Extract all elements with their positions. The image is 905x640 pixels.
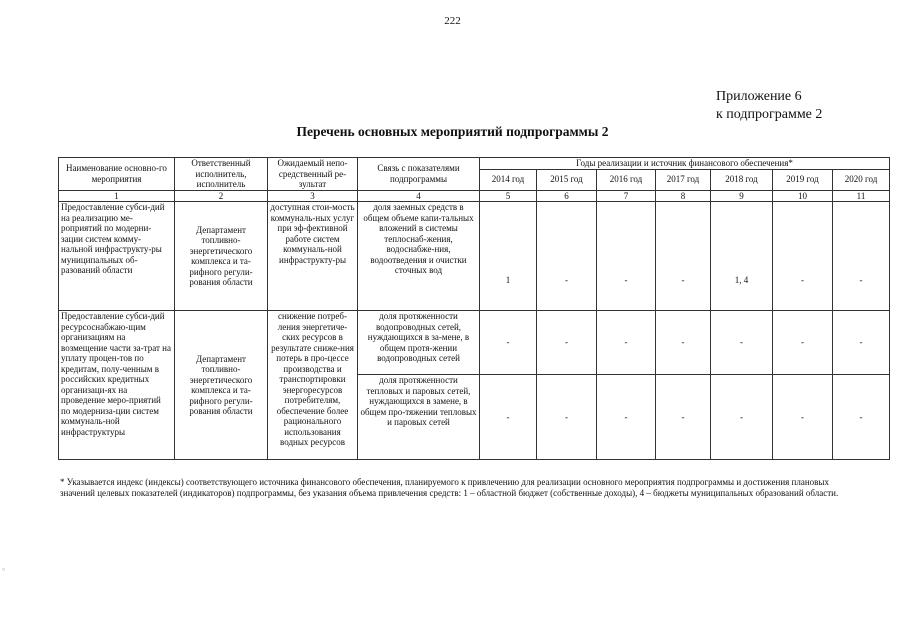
- year-value: -: [597, 202, 656, 311]
- annex-line-2: к подпрограмме 2: [716, 107, 823, 122]
- measure-name: Предоставление субси-дий на реализацию ме-роприятий по модерни-зации систем комму-нальной инфраструкту-ры муниципальных об-разований области: [59, 202, 175, 311]
- measures-table: [58, 157, 890, 460]
- year-value: -: [773, 375, 833, 460]
- measure-indicator-link: доля протяженности тепловых и паровых сетей, нуждающихся в замене, в общем про-тяжении тепловых и паровых сетей: [358, 375, 480, 460]
- year-value: -: [773, 202, 833, 311]
- year-value: -: [480, 375, 537, 460]
- year-value: -: [833, 375, 890, 460]
- measure-result: доступная стои-мость коммуналь-ных услуг при эф-фективной работе систем коммуналь-ной инфраструкту-ры: [268, 202, 358, 311]
- header-year: 2019 год: [773, 169, 833, 190]
- column-number: 10: [773, 190, 833, 202]
- scan-mark: ▫: [2, 565, 5, 574]
- annex-label: [716, 88, 822, 124]
- header-year: 2020 год: [833, 169, 890, 190]
- year-value: -: [537, 311, 597, 375]
- year-value: -: [833, 311, 890, 375]
- header-name: Наименование основно-го мероприятия: [59, 158, 175, 191]
- column-number: 7: [597, 190, 656, 202]
- header-years-group: Годы реализации и источник финансового обеспечения*: [480, 158, 890, 170]
- measure-indicator-link: доля заемных средств в общем объеме капи-тальных вложений в системы теплоснаб-жения, водоснабже-ния, водоотведения и очистки сточных вод: [358, 202, 480, 311]
- year-value: -: [480, 311, 537, 375]
- column-number: 6: [537, 190, 597, 202]
- document-title: Перечень основных мероприятий подпрограммы 2: [296, 124, 609, 139]
- table-row: [59, 311, 890, 375]
- measure-executor: Департамент топливно-энергетического комплекса и та-рифного регули-рования области: [175, 311, 268, 460]
- year-value: -: [537, 202, 597, 311]
- measure-indicator-link: доля протяженности водопроводных сетей, нуждающихся в за-мене, в общем протя-жении водопроводных сетей: [358, 311, 480, 375]
- year-value: -: [656, 375, 711, 460]
- year-value: -: [711, 375, 773, 460]
- column-number: 5: [480, 190, 537, 202]
- table-row: [59, 202, 890, 311]
- column-number: 9: [711, 190, 773, 202]
- column-number: 4: [358, 190, 480, 202]
- column-number-row: [59, 190, 890, 202]
- header-year: 2014 год: [480, 169, 537, 190]
- header-executor: Ответственный исполнитель, исполнитель: [175, 158, 268, 191]
- header-year: 2016 год: [597, 169, 656, 190]
- year-value: 1: [480, 202, 537, 311]
- header-year: 2018 год: [711, 169, 773, 190]
- year-value: -: [537, 375, 597, 460]
- column-number: 1: [59, 190, 175, 202]
- year-value: -: [711, 311, 773, 375]
- header-link: Связь с показателями подпрограммы: [358, 158, 480, 191]
- column-number: 8: [656, 190, 711, 202]
- year-value: -: [773, 311, 833, 375]
- measure-result: снижение потреб-ления энергетиче-ских ресурсов в результате сниже-ния потерь в про-цессе производства и транспортировки энергоресурсов потребителям, обеспечение более рационального использования водных ресурсов: [268, 311, 358, 460]
- header-row: [59, 158, 890, 170]
- header-result: Ожидаемый непо-средственный ре-зультат: [268, 158, 358, 191]
- column-number: 2: [175, 190, 268, 202]
- year-value: -: [597, 311, 656, 375]
- year-value: -: [656, 311, 711, 375]
- annex-line-1: Приложение 6: [716, 89, 802, 104]
- column-number: 3: [268, 190, 358, 202]
- column-number: 11: [833, 190, 890, 202]
- year-value: -: [833, 202, 890, 311]
- year-value: 1, 4: [711, 202, 773, 311]
- page-number: 222: [444, 15, 461, 27]
- measure-name: Предоставление субси-дий ресурсоснабжаю-щим организациям на возмещение части за-трат на уплату процен-тов по кредитам, полу-ченным в российских кредитных организаци-ях на проведение меро-приятий по модерниза-ции систем коммуналь-ной инфраструктуры: [59, 311, 175, 460]
- header-year: 2017 год: [656, 169, 711, 190]
- measure-executor: Департамент топливно-энергетического комплекса и та-рифного регули-рования области: [175, 202, 268, 311]
- year-value: -: [656, 202, 711, 311]
- footnote: * Указывается индекс (индексы) соответствующего источника финансового обеспечения, планируемого к привлечению для реализации основного мероприятия подпрограммы и достижения плановых значений целевых показателей (индикаторов) подпрограммы, без указания объема привлечения средств: 1 – областной бюджет (собственные доходы), 4 – бюджеты муниципальных образований области.: [60, 477, 839, 498]
- header-year: 2015 год: [537, 169, 597, 190]
- year-value: -: [597, 375, 656, 460]
